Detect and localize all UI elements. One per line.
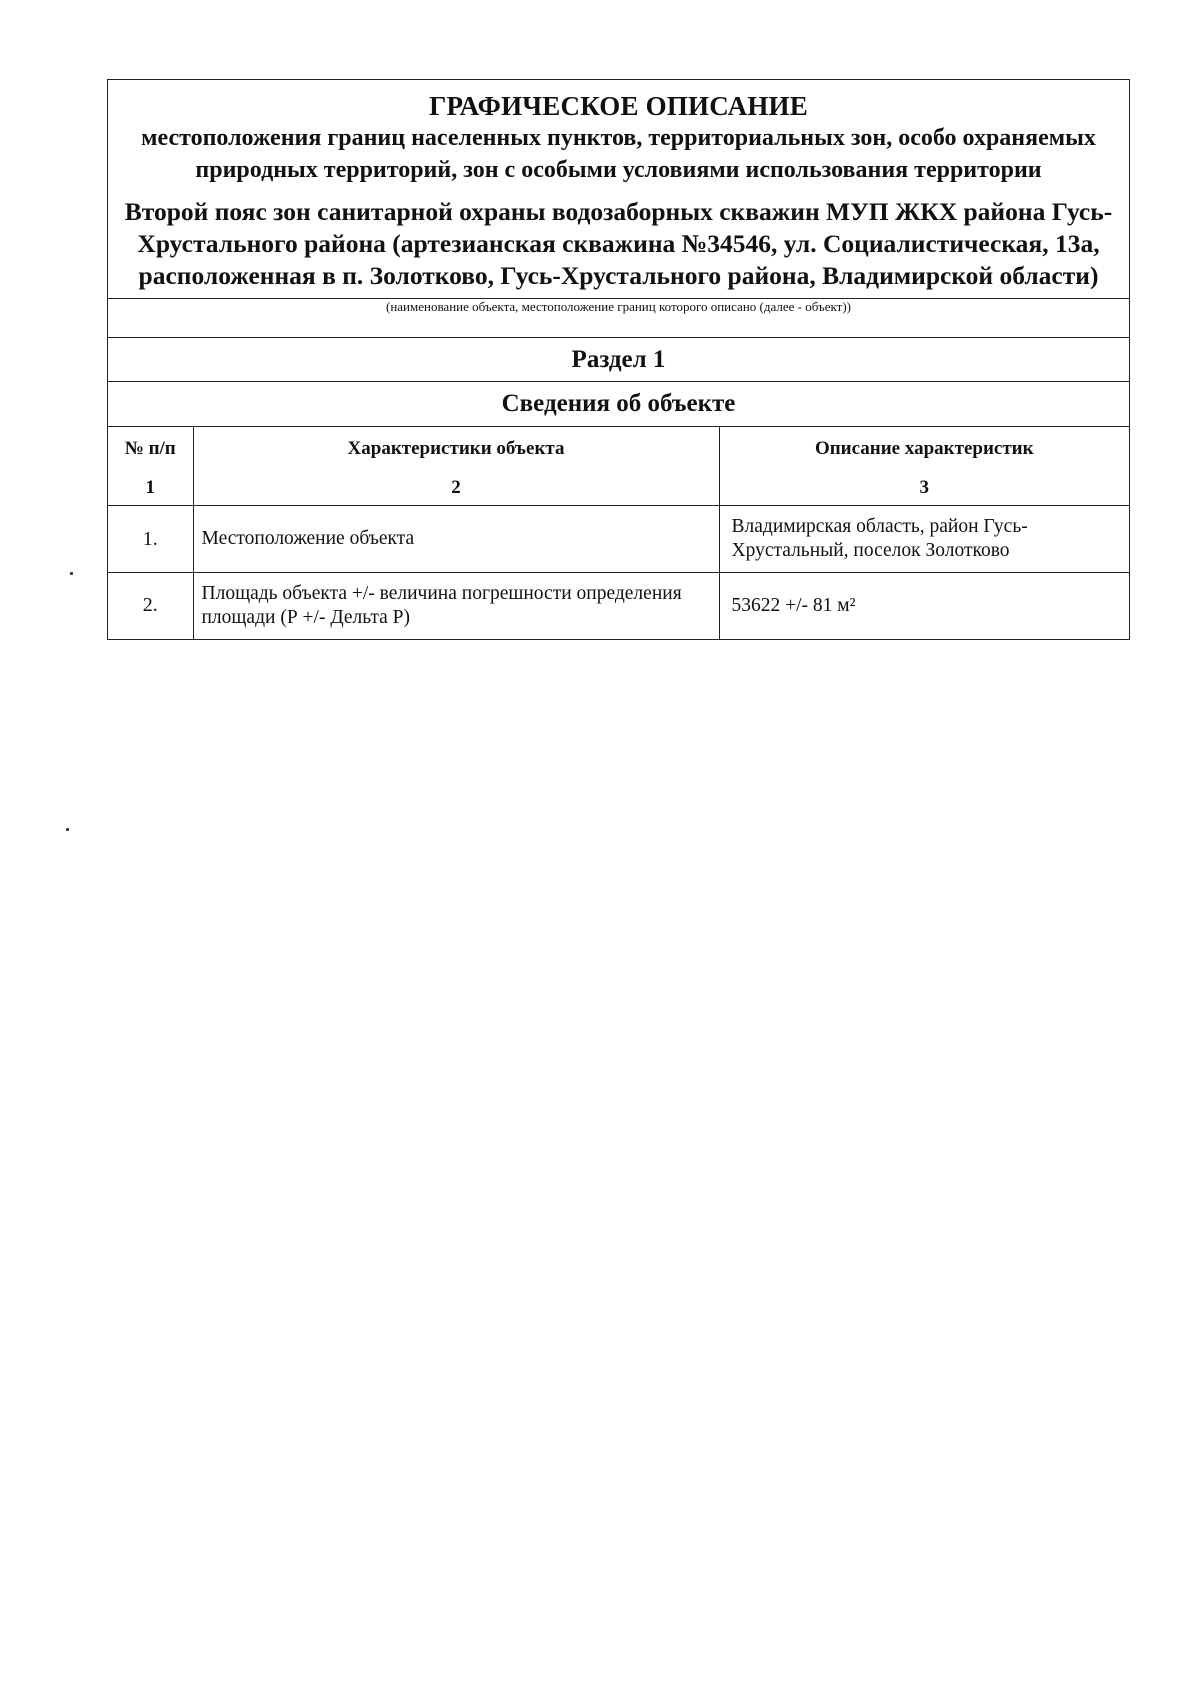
header-block [108, 80, 1129, 299]
header-characteristic: Характеристики объекта [193, 427, 719, 471]
column-number-2: 2 [193, 471, 719, 506]
document-title: ГРАФИЧЕСКОЕ ОПИСАНИЕ [429, 91, 808, 121]
object-caption: (наименование объекта, местоположение границ которого описано (далее - объект)) [386, 299, 851, 314]
column-number-row [108, 471, 1129, 506]
row-characteristic: Местоположение объекта [193, 506, 719, 573]
column-number-3: 3 [719, 471, 1129, 506]
caption-row [108, 299, 1129, 338]
row-index: 2. [108, 573, 193, 639]
object-name: Второй пояс зон санитарной охраны водозаборных скважин МУП ЖКХ района Гусь-Хрустального района (артезианская скважина №34546, ул. Социалистическая, 13а, расположенная в п. Золотково, Гусь-Хрустального района, Владимирской области) [124, 197, 1113, 290]
row-description: 53622 +/- 81 м² [731, 594, 856, 616]
header-index: № п/п [108, 427, 193, 471]
scan-speck [66, 828, 69, 831]
header-description: Описание характеристик [814, 438, 1034, 459]
document-subtitle: местоположения границ населенных пунктов, территориальных зон, особо охраняемых природных территорий, зон с особыми условиями использования территории [141, 125, 1096, 183]
section-title: Раздел 1 [108, 338, 1129, 382]
object-spec-table [108, 427, 1129, 639]
row-description: Владимирская область, район Гусь-Хрустальный, поселок Золотково [719, 506, 1129, 573]
table-header-row [108, 427, 1129, 471]
column-number-1: 1 [108, 471, 193, 506]
info-title: Сведения об объекте [108, 382, 1129, 427]
table-row [108, 506, 1129, 573]
row-index: 1. [108, 506, 193, 573]
table-row [108, 573, 1129, 639]
scan-speck [70, 572, 73, 575]
row-characteristic: Площадь объекта +/- величина погрешности определения площади (Р +/- Дельта Р) [193, 573, 719, 639]
document-frame [107, 79, 1130, 640]
